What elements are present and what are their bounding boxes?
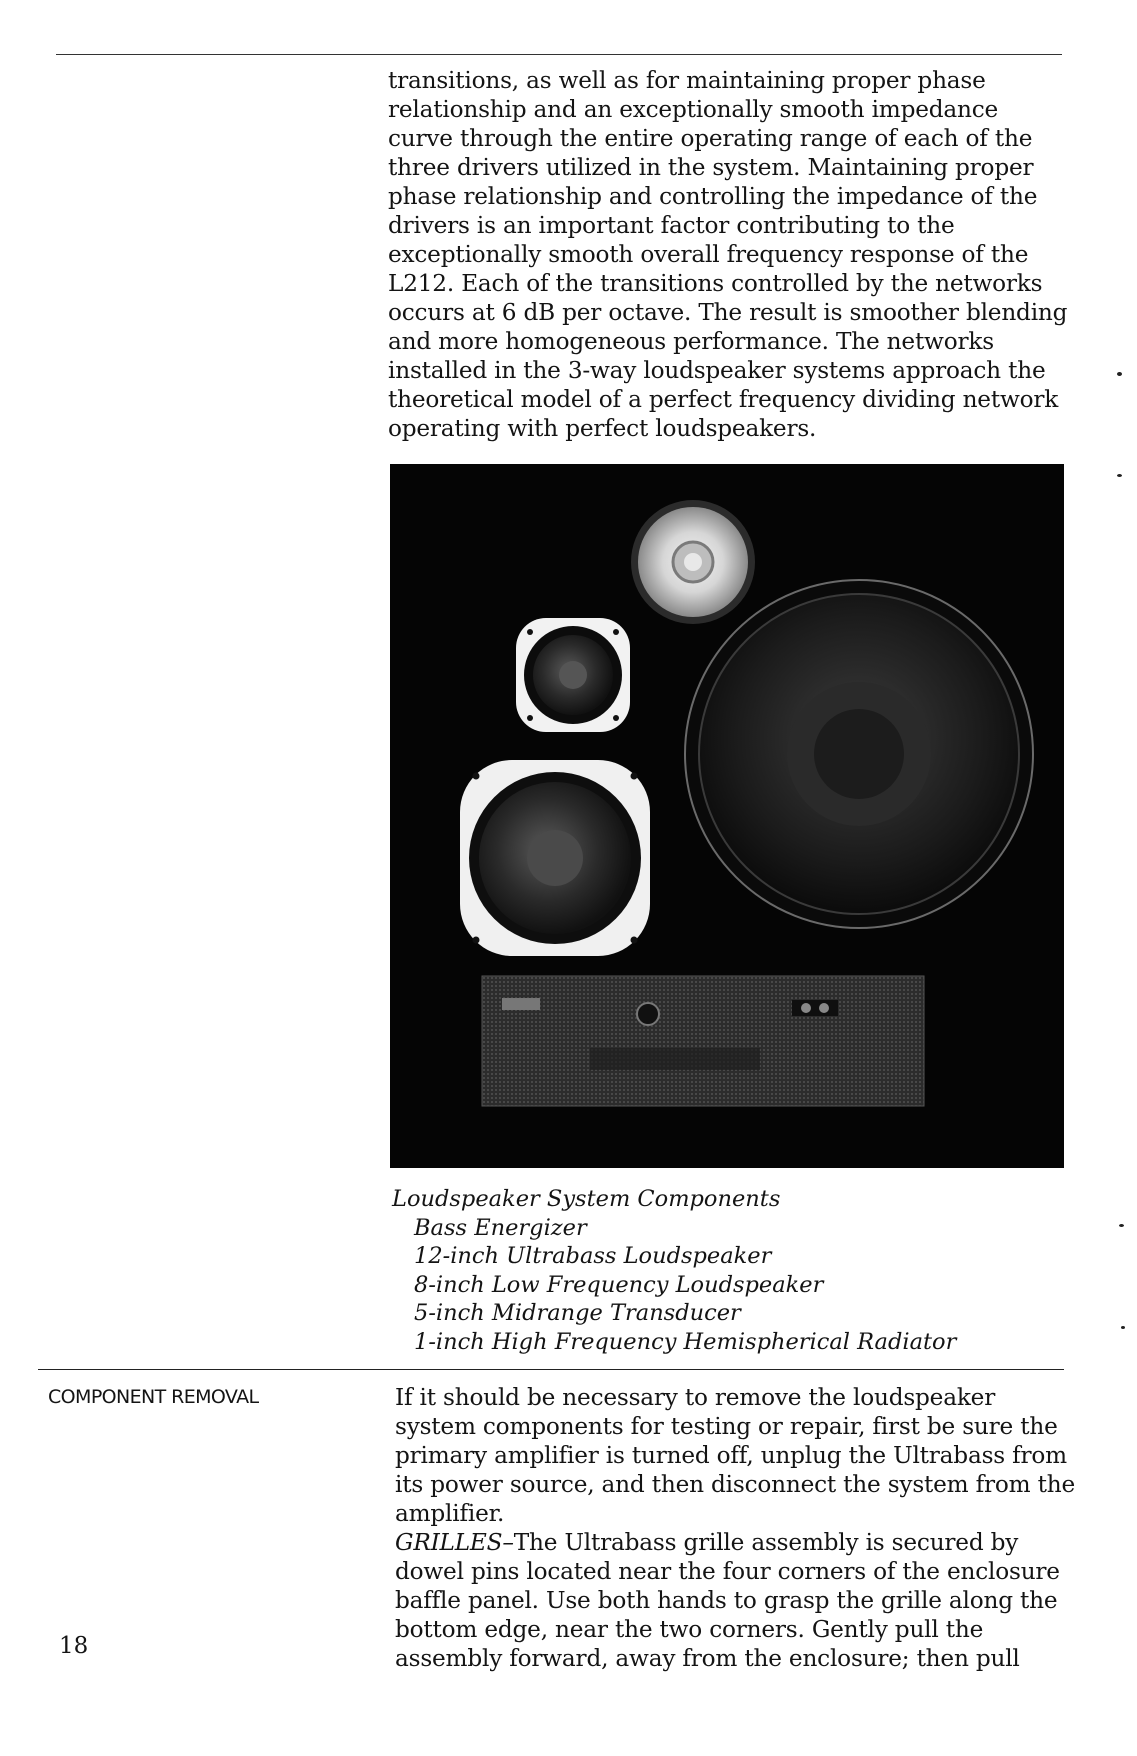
scan-speck [1121, 1326, 1125, 1329]
photo-caption [392, 1185, 1052, 1356]
high-frequency-radiator [631, 500, 755, 624]
loudspeaker-components-photo [390, 464, 1064, 1168]
grilles-text: The Ultrabass grille assembly is secured by dowel pins located near the four corners of the enclosure baffle panel. Use both hands to grasp the grille along the bottom edge, near the two corners. Gently pull the assembly forward, away from the enclosure; then pull [395, 1529, 1060, 1672]
caption-item: Bass Energizer [414, 1214, 587, 1241]
caption-item: 8-inch Low Frequency Loudspeaker [414, 1271, 824, 1298]
caption-title: Loudspeaker System Components [392, 1186, 781, 1212]
low-frequency-loudspeaker [460, 760, 650, 956]
ultrabass-loudspeaker [685, 580, 1033, 928]
bass-energizer [482, 976, 924, 1106]
scan-speck [1119, 1224, 1124, 1227]
scan-speck [1117, 372, 1122, 376]
caption-item: 12-inch Ultrabass Loudspeaker [414, 1243, 772, 1269]
caption-item: 1-inch High Frequency Hemispherical Radiator [414, 1328, 957, 1355]
section-rule [38, 1369, 1064, 1370]
grilles-paragraph [395, 1528, 1075, 1673]
midrange-transducer [516, 618, 630, 732]
intro-paragraph: transitions, as well as for maintaining proper phase relationship and an exceptionally smooth impedance curve through the entire operating range of each of the three drivers utilized in the system. Maintaining proper phase relationship and controlling the impedance of the drivers is an important factor contributing to the exceptionally smooth overall frequency response of the L212. Each of the transitions controlled by the networks occurs at 6 dB per octave. The result is smoother blending and more homogeneous performance. The networks installed in the 3-way loudspeaker systems approach the theoretical model of a perfect frequency dividing network operating with perfect loudspeakers. [388, 67, 1068, 442]
page-number: 18 [59, 1633, 89, 1659]
section-title: COMPONENT REMOVAL [48, 1386, 259, 1408]
top-rule [56, 54, 1062, 55]
caption-item: 5-inch Midrange Transducer [414, 1300, 741, 1326]
scan-speck [1117, 474, 1122, 477]
removal-paragraph: If it should be necessary to remove the loudspeaker system components for testing or repair, first be sure the primary amplifier is turned off, unplug the Ultrabass from its power source, and then disconnect the system from the amplifier. [395, 1384, 1075, 1527]
grilles-lead: GRILLES– [395, 1529, 514, 1556]
